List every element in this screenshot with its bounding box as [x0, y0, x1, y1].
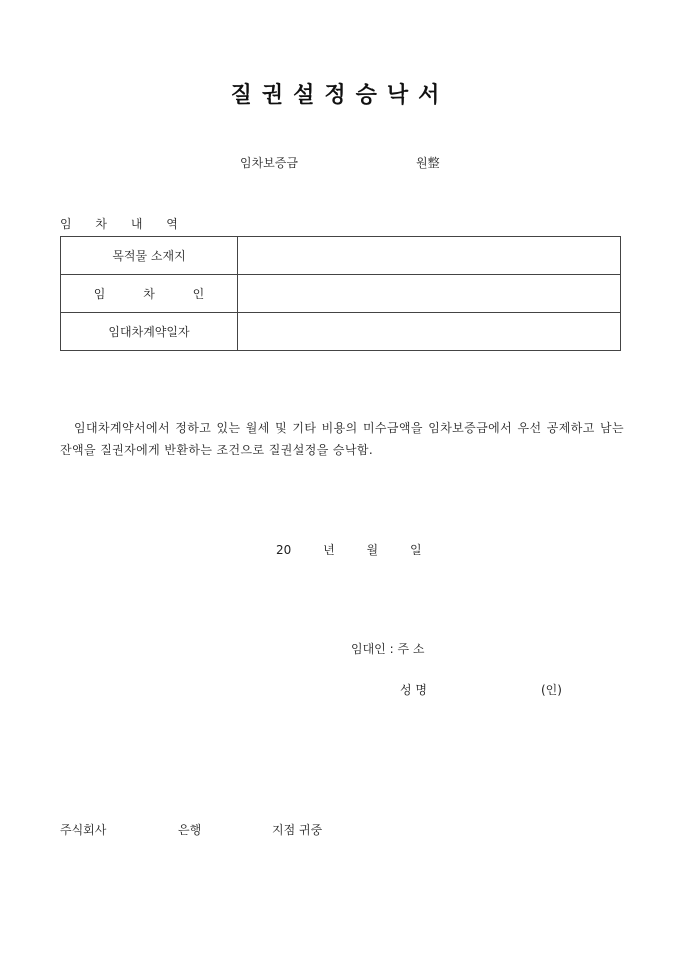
lease-details-heading-char: 임 — [60, 217, 75, 231]
lease-details-heading — [60, 215, 195, 232]
lessee-label-char: 인 — [192, 287, 205, 301]
lease-details-heading-char: 내 — [130, 217, 146, 231]
lessor-name-label: 성 명 — [400, 683, 427, 697]
lessee-label — [61, 275, 238, 313]
contract-date-label: 임대차계약일자 — [61, 313, 238, 351]
lease-details-heading-char: 차 — [95, 217, 111, 231]
addressee-company-label: 주식회사 — [60, 823, 107, 837]
date-year: 20 — [276, 543, 292, 557]
table-row — [61, 313, 621, 351]
deposit-unit: 원整 — [416, 156, 440, 170]
table-row — [61, 275, 621, 313]
date-month-unit: 월 — [366, 543, 379, 557]
date-day-unit: 일 — [409, 543, 422, 557]
seal-mark: (인) — [541, 683, 562, 697]
contract-date-value[interactable] — [238, 313, 621, 351]
date-line — [276, 541, 450, 558]
property-location-label: 목적물 소재지 — [61, 237, 238, 275]
table-row — [61, 237, 621, 275]
consent-clause: 임대차계약서에서 정하고 있는 월세 및 기타 비용의 미수금액을 임차보증금에서 우선 공제하고 남는 잔액을 질권자에게 반환하는 조건으로 질권설정을 승낙함. — [60, 421, 624, 457]
property-location-value[interactable] — [238, 237, 621, 275]
deposit-label: 임차보증금 — [240, 156, 298, 170]
addressee-bank-label: 은행 — [178, 823, 202, 837]
addressee-branch-label: 지점 귀중 — [272, 823, 323, 837]
lessee-label-char: 차 — [143, 287, 155, 301]
lease-details-table — [60, 236, 621, 351]
lease-details-heading-char: 역 — [166, 217, 181, 231]
lessor-address-label: 임대인 : 주 소 — [351, 642, 425, 656]
lessee-label-char: 임 — [93, 287, 106, 301]
date-year-unit: 년 — [323, 543, 335, 557]
document-title: 질권설정승낙서 — [230, 82, 450, 108]
lessee-value[interactable] — [238, 275, 621, 313]
